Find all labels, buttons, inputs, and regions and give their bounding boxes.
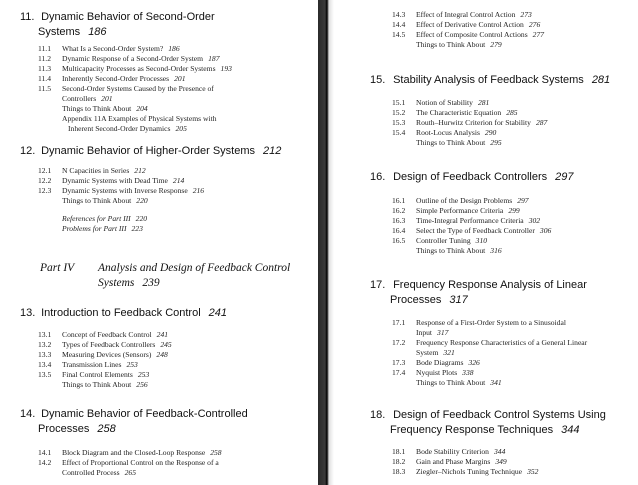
chapter-14-heading xyxy=(20,407,248,422)
toc-text: Measuring Devices (Sensors) xyxy=(62,350,152,359)
toc-text: 17.4 xyxy=(392,368,406,377)
chapter-16-heading xyxy=(370,170,574,185)
section-17-2 xyxy=(392,338,587,348)
section-15-2 xyxy=(392,108,518,118)
toc-text: References for Part III xyxy=(62,214,131,223)
toc-text: Appendix 11A Examples of Physical Systems with xyxy=(62,114,217,123)
toc-text: Controlled Process xyxy=(62,468,120,477)
ch11-appendix-cont xyxy=(38,124,187,134)
toc-text: 216 xyxy=(192,186,205,195)
toc-text: 273 xyxy=(520,10,532,19)
toc-text: 12.1 xyxy=(38,166,52,175)
chapter-14-heading-line2 xyxy=(38,422,116,437)
section-11-4 xyxy=(38,74,186,84)
toc-text: Design of Feedback Control Systems Using xyxy=(393,409,606,421)
toc-text: 201 xyxy=(101,94,113,103)
toc-text: 14.2 xyxy=(38,458,52,467)
toc-text: Design of Feedback Controllers xyxy=(393,171,548,183)
toc-text: 17.2 xyxy=(392,338,406,347)
toc-text: The Characteristic Equation xyxy=(416,108,502,117)
toc-text: Block Diagram and the Closed-Loop Response xyxy=(62,448,206,457)
section-17-1 xyxy=(392,318,566,328)
toc-text: 17. xyxy=(370,279,386,291)
toc-text: 317 xyxy=(437,328,449,337)
toc-text: 287 xyxy=(535,118,548,127)
toc-text: 17.3 xyxy=(392,358,406,367)
toc-text: 344 xyxy=(561,424,580,436)
toc-text: 338 xyxy=(462,368,474,377)
toc-text: Systems xyxy=(98,277,135,289)
section-13-2 xyxy=(38,340,172,350)
toc-text: 253 xyxy=(137,370,150,379)
toc-text: Effect of Derivative Control Action xyxy=(416,20,524,29)
toc-text: 14. xyxy=(20,408,36,420)
toc-text: Analysis and Design of Feedback Control xyxy=(98,262,291,274)
toc-text: 201 xyxy=(174,74,186,83)
toc-text: 12.3 xyxy=(38,186,52,195)
section-12-3 xyxy=(38,186,204,196)
toc-text: 187 xyxy=(208,54,220,63)
ch17-things xyxy=(392,378,502,388)
toc-text: 13.2 xyxy=(38,340,52,349)
chapter-18-heading xyxy=(370,408,606,423)
toc-text: 344 xyxy=(493,447,506,456)
section-11-1 xyxy=(38,44,180,54)
toc-text: 256 xyxy=(136,380,148,389)
toc-text: Things to Think About xyxy=(62,380,132,389)
toc-text: Dynamic Response of a Second-Order System xyxy=(62,54,204,63)
toc-text: 299 xyxy=(508,206,520,215)
toc-text: 16.3 xyxy=(392,216,406,225)
toc-text: 13.4 xyxy=(38,360,52,369)
part-iv-heading xyxy=(40,261,290,276)
chapter-17-heading xyxy=(370,278,587,293)
toc-text: 11.2 xyxy=(38,54,52,63)
section-11-3 xyxy=(38,64,232,74)
chapter-11-heading-line2 xyxy=(38,25,107,40)
toc-text: 186 xyxy=(88,26,107,38)
toc-text: 297 xyxy=(555,171,574,183)
toc-text: 16.4 xyxy=(392,226,406,235)
section-15-3 xyxy=(392,118,547,128)
toc-text: Select the Type of Feedback Controller xyxy=(416,226,535,235)
toc-text: Transmission Lines xyxy=(62,360,122,369)
section-13-1 xyxy=(38,330,168,340)
toc-text: 18.3 xyxy=(392,467,406,476)
chapter-12-heading xyxy=(20,144,281,159)
section-16-3 xyxy=(392,216,540,226)
toc-text: 326 xyxy=(468,358,480,367)
section-18-3 xyxy=(392,467,538,477)
toc-text: 12.2 xyxy=(38,176,52,185)
left-page xyxy=(0,0,318,485)
toc-text: 241 xyxy=(208,307,228,319)
toc-text: What Is a Second-Order System? xyxy=(62,44,164,53)
section-14-5 xyxy=(392,30,544,40)
toc-text: Ziegler–Nichols Tuning Technique xyxy=(416,467,523,476)
toc-text: Dynamic Systems with Dead Time xyxy=(62,176,168,185)
section-11-5-cont xyxy=(38,94,113,104)
toc-text: 290 xyxy=(484,128,497,137)
toc-text: Inherent Second-Order Dynamics xyxy=(68,124,171,133)
toc-text: 253 xyxy=(126,360,138,369)
right-page xyxy=(334,0,638,485)
toc-text: 193 xyxy=(220,64,232,73)
toc-text: Effect of Proportional Control on the Response of a xyxy=(62,458,219,467)
toc-text: 14.5 xyxy=(392,30,406,39)
ch12-references xyxy=(62,214,147,224)
section-13-3 xyxy=(38,350,168,360)
section-17-2-cont xyxy=(392,348,455,358)
toc-text: Processes xyxy=(38,423,90,435)
toc-text: 212 xyxy=(134,166,146,175)
toc-text: 297 xyxy=(517,196,529,205)
toc-text: 15.1 xyxy=(392,98,406,107)
toc-text: Introduction to Feedback Control xyxy=(41,307,201,319)
chapter-13-heading xyxy=(20,306,227,321)
toc-text: 11.1 xyxy=(38,44,52,53)
book-spine-divider xyxy=(318,0,334,485)
toc-text: Nyquist Plots xyxy=(416,368,458,377)
toc-text: Things to Think About xyxy=(62,196,132,205)
toc-text: 317 xyxy=(449,294,468,306)
toc-text: Root-Locus Analysis xyxy=(416,128,480,137)
toc-text: Things to Think About xyxy=(416,246,486,255)
ch11-appendix xyxy=(38,114,217,124)
toc-text: 13.5 xyxy=(38,370,52,379)
toc-text: Time-Integral Performance Criteria xyxy=(416,216,524,225)
toc-text: 214 xyxy=(172,176,185,185)
toc-text: 281 xyxy=(477,98,490,107)
toc-text: 12. xyxy=(20,145,36,157)
part-iv-heading-line2 xyxy=(98,276,160,291)
ch11-things xyxy=(38,104,148,114)
toc-text: Final Control Elements xyxy=(62,370,133,379)
section-14-3 xyxy=(392,10,532,20)
toc-text: 281 xyxy=(591,74,611,86)
toc-text: N Capacities in Series xyxy=(62,166,130,175)
toc-text: Response of a First-Order System to a Sinusoidal xyxy=(416,318,566,327)
toc-text: 265 xyxy=(124,468,136,477)
toc-text: Routh–Hurwitz Criterion for Stability xyxy=(416,118,531,127)
section-13-4 xyxy=(38,360,138,370)
toc-text: 295 xyxy=(490,138,502,147)
toc-text: 11.3 xyxy=(38,64,52,73)
toc-text: Bode Diagrams xyxy=(416,358,464,367)
toc-text: 11. xyxy=(20,11,35,23)
section-14-4 xyxy=(392,20,540,30)
chapter-18-heading-line2 xyxy=(390,423,579,438)
section-13-5 xyxy=(38,370,149,380)
toc-text: Gain and Phase Margins xyxy=(416,457,491,466)
toc-text: Dynamic Behavior of Second-Order xyxy=(41,11,215,23)
toc-text: Problems for Part III xyxy=(62,224,127,233)
toc-text: 18.2 xyxy=(392,457,406,466)
toc-text: 13.3 xyxy=(38,350,52,359)
toc-text: 316 xyxy=(490,246,502,255)
section-15-1 xyxy=(392,98,489,108)
section-18-2 xyxy=(392,457,507,467)
ch14-things xyxy=(392,40,502,50)
ch13-things xyxy=(38,380,148,390)
toc-text: 15.2 xyxy=(392,108,406,117)
toc-text: 17.1 xyxy=(392,318,406,327)
toc-text: 11.4 xyxy=(38,74,52,83)
toc-text: 239 xyxy=(142,277,160,289)
toc-text: Things to Think About xyxy=(416,378,486,387)
toc-text: Systems xyxy=(38,26,81,38)
section-14-2-cont xyxy=(38,468,136,478)
toc-text: 16.1 xyxy=(392,196,406,205)
toc-text: Stability Analysis of Feedback Systems xyxy=(393,74,584,86)
toc-text: 212 xyxy=(263,145,282,157)
ch12-problems xyxy=(62,224,143,234)
toc-text: 204 xyxy=(136,104,148,113)
toc-text: Controllers xyxy=(62,94,97,103)
toc-text: 258 xyxy=(97,423,116,435)
toc-text: 220 xyxy=(136,196,148,205)
toc-text: 14.3 xyxy=(392,10,406,19)
toc-text: 11.5 xyxy=(38,84,52,93)
toc-text: System xyxy=(416,348,439,357)
toc-text: Effect of Integral Control Action xyxy=(416,10,516,19)
toc-text: Outline of the Design Problems xyxy=(416,196,513,205)
toc-text: Concept of Feedback Control xyxy=(62,330,152,339)
chapter-17-heading-line2 xyxy=(390,293,468,308)
toc-text: 306 xyxy=(539,226,552,235)
toc-text: 16.5 xyxy=(392,236,406,245)
toc-text: 349 xyxy=(495,457,507,466)
section-16-4 xyxy=(392,226,551,236)
toc-text: 16. xyxy=(370,171,386,183)
toc-text: 321 xyxy=(443,348,455,357)
section-15-4 xyxy=(392,128,496,138)
section-16-1 xyxy=(392,196,529,206)
chapter-11-heading xyxy=(20,10,215,25)
toc-text: 15.3 xyxy=(392,118,406,127)
chapter-15-heading xyxy=(370,73,610,88)
ch12-things xyxy=(38,196,148,206)
toc-text: 223 xyxy=(131,224,143,233)
toc-text: Things to Think About xyxy=(62,104,132,113)
toc-text: 14.1 xyxy=(38,448,52,457)
toc-text: 310 xyxy=(475,236,488,245)
toc-text: Dynamic Systems with Inverse Response xyxy=(62,186,188,195)
toc-text: Controller Tuning xyxy=(416,236,471,245)
section-18-1 xyxy=(392,447,505,457)
toc-text: 276 xyxy=(528,20,541,29)
toc-text: 279 xyxy=(490,40,502,49)
toc-text: Input xyxy=(416,328,433,337)
toc-text: Effect of Composite Control Actions xyxy=(416,30,528,39)
ch15-things xyxy=(392,138,502,148)
toc-text: Processes xyxy=(390,294,442,306)
toc-text: Simple Performance Criteria xyxy=(416,206,504,215)
toc-text: 15. xyxy=(370,74,386,86)
section-12-1 xyxy=(38,166,146,176)
toc-text: Dynamic Behavior of Feedback-Controlled xyxy=(41,408,248,420)
toc-text: 16.2 xyxy=(392,206,406,215)
section-17-4 xyxy=(392,368,474,378)
toc-text: 186 xyxy=(168,44,180,53)
toc-text: Things to Think About xyxy=(416,138,486,147)
ch16-things xyxy=(392,246,502,256)
section-14-2 xyxy=(38,458,219,468)
section-16-2 xyxy=(392,206,520,216)
toc-text: Notion of Stability xyxy=(416,98,473,107)
toc-text: Frequency Response Techniques xyxy=(390,424,554,436)
toc-text: 18. xyxy=(370,409,386,421)
section-12-2 xyxy=(38,176,184,186)
toc-text: 302 xyxy=(528,216,541,225)
section-14-1 xyxy=(38,448,222,458)
toc-text: 248 xyxy=(156,350,168,359)
section-16-5 xyxy=(392,236,487,246)
toc-text: Frequency Response Analysis of Linear xyxy=(393,279,587,291)
toc-text: 277 xyxy=(532,30,545,39)
toc-text: 13.1 xyxy=(38,330,52,339)
toc-text: Frequency Response Characteristics of a General Linear xyxy=(416,338,588,347)
toc-text: 285 xyxy=(506,108,518,117)
toc-text: 15.4 xyxy=(392,128,406,137)
toc-text: Things to Think About xyxy=(416,40,486,49)
section-11-2 xyxy=(38,54,219,64)
toc-text: Inherently Second-Order Processes xyxy=(62,74,170,83)
toc-text: Second-Order Systems Caused by the Presence of xyxy=(62,84,214,93)
toc-text: Multicapacity Processes as Second-Order Systems xyxy=(62,64,216,73)
toc-text: Bode Stability Criterion xyxy=(416,447,489,456)
toc-text: 18.1 xyxy=(392,447,406,456)
toc-text: 352 xyxy=(527,467,539,476)
section-17-3 xyxy=(392,358,480,368)
section-17-1-cont xyxy=(392,328,448,338)
toc-text: 341 xyxy=(490,378,502,387)
toc-text: Part IV xyxy=(40,262,75,274)
toc-text: 205 xyxy=(175,124,187,133)
toc-text: 258 xyxy=(210,448,222,457)
toc-text: 13. xyxy=(20,307,36,319)
toc-text: Types of Feedback Controllers xyxy=(62,340,156,349)
toc-text: Dynamic Behavior of Higher-Order Systems xyxy=(41,145,256,157)
toc-text: 220 xyxy=(135,214,148,223)
toc-text: 241 xyxy=(156,330,169,339)
section-11-5 xyxy=(38,84,214,94)
toc-text: 245 xyxy=(160,340,172,349)
toc-text: 14.4 xyxy=(392,20,406,29)
